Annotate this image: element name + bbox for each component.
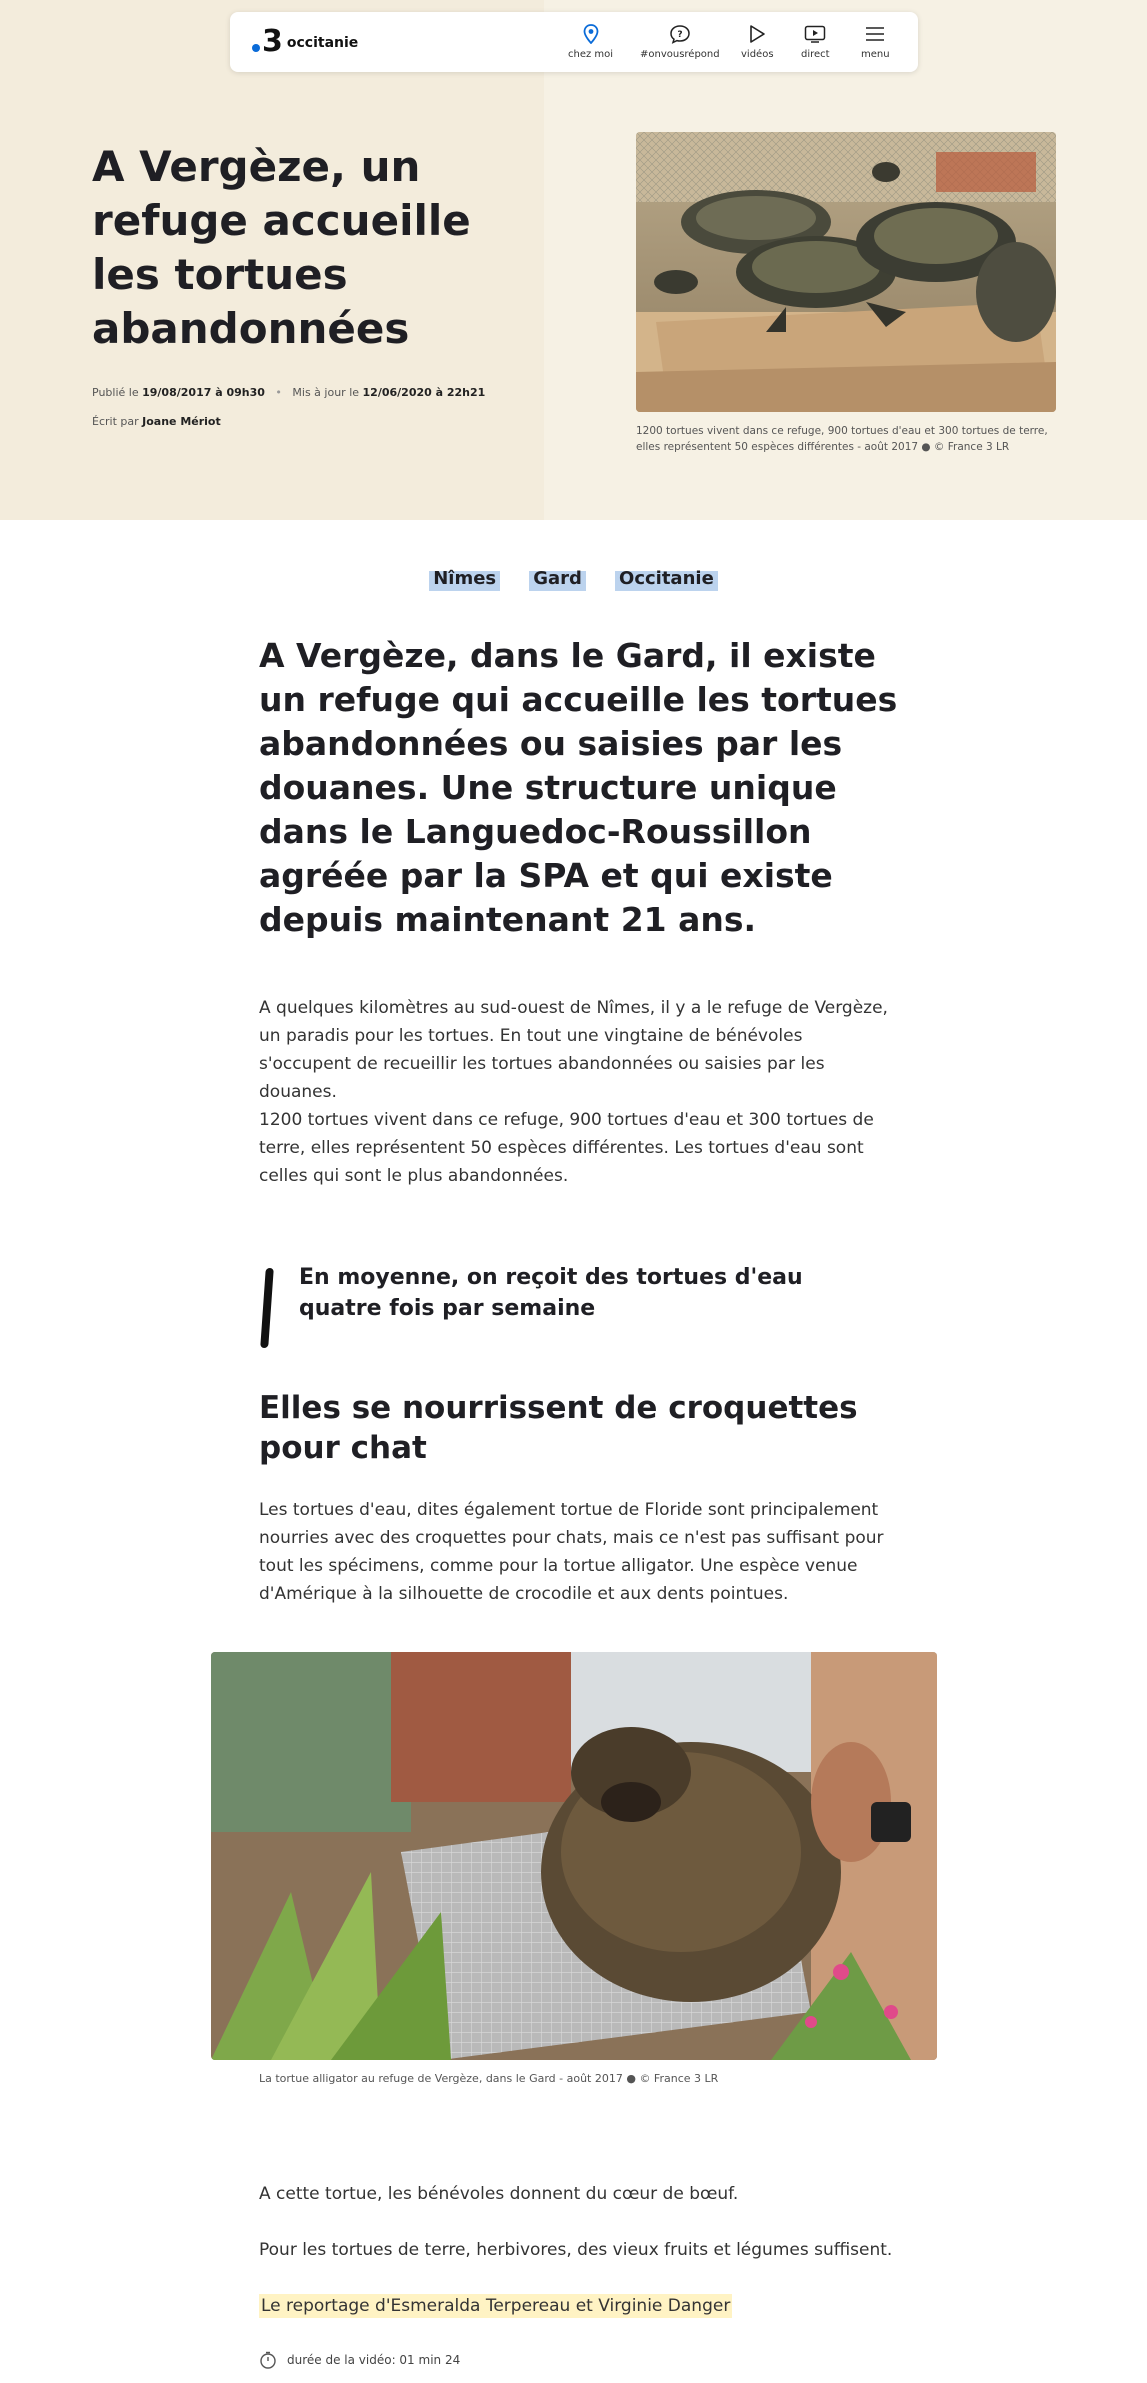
nav-label: #onvousrépond [640,49,720,60]
video-report-link[interactable]: Le reportage d'Esmeralda Terpereau et Virginie Danger [261,2296,731,2316]
author-prefix: Écrit par [92,415,139,428]
nav-menu[interactable] [861,22,890,66]
nav-label: menu [861,49,890,60]
logo-number: 3 [262,24,283,59]
turtles-photo-illustration [636,132,1056,412]
paragraph-2: 1200 tortues vivent dans ce refuge, 900 tortues d'eau et 300 tortues de terre, elles représentent 50 espèces différentes. Les tortues d'eau sont celles qui sont le plus abandonnées. [259,1110,874,1186]
nav-onvousrepond[interactable] [640,22,720,66]
published-prefix: Publié le [92,386,139,399]
updated-date: 12/06/2020 à 22h21 [362,386,486,399]
article-lead: A Vergèze, dans le Gard, il existe un refuge qui accueille les tortues abandonnées ou saisies par les douanes. Une structure unique dans le Languedoc-Roussillon agréée par la SPA et qui existe depuis maintenant 21 ans. [259,636,898,939]
quote-bar [260,1268,274,1348]
hero-image-caption: 1200 tortues vivent dans ce refuge, 900 tortues d'eau et 300 tortues de terre, elles représentent 50 espèces différentes - août 2017 ● © France 3 LR [636,425,1048,453]
nav-label: vidéos [741,49,774,60]
article-image-caption: La tortue alligator au refuge de Vergèze, dans le Gard - août 2017 ● © France 3 LR [259,2072,719,2085]
author-line [92,415,221,428]
top-navbar [230,12,918,72]
tag-gard[interactable]: Gard [529,566,586,591]
france3-occitanie-logo[interactable] [252,26,358,58]
nav-label: chez moi [568,49,614,60]
updated-prefix: Mis à jour le [292,386,360,399]
video-duration [259,2348,460,2372]
paragraph-1: A quelques kilomètres au sud-ouest de Nîmes, il y a le refuge de Vergèze, un paradis pour les tortues. En tout une vingtaine de bénévoles s'occupent de recueillir les tortues abandonnées ou saisies par les douanes. [259,998,888,1102]
location-pin-icon [578,22,604,46]
tag-nimes[interactable]: Nîmes [429,566,500,591]
paragraph-3: Les tortues d'eau, dites également tortue de Floride sont principalement nourries avec des croquettes pour chats, mais ce n'est pas suffisant pour tout les spécimens, comme pour la tortue alligator. Une espèce venue d'Amérique à la silhouette de crocodile et aux dents pointues. [259,1500,884,1604]
publication-meta [92,386,485,399]
published-date: 19/08/2017 à 09h30 [142,386,265,399]
hero-photo-turtles [636,132,1056,412]
pull-quote [259,1262,899,1352]
play-icon [744,22,770,46]
paragraph-6 [259,2292,899,2320]
paragraph-4: A cette tortue, les bénévoles donnent du cœur de bœuf. [259,2184,739,2204]
article-header [0,0,1147,520]
section-heading: Elles se nourrissent de croquettes pour chat [259,1390,858,1466]
duration-text: durée de la vidéo: 01 min 24 [287,2353,461,2367]
quote-text: En moyenne, on reçoit des tortues d'eau quatre fois par semaine [299,1265,803,1321]
meta-separator: • [275,386,282,399]
tag-occitanie[interactable]: Occitanie [615,566,718,591]
logo-dot [252,44,260,52]
nav-videos[interactable] [741,22,774,66]
stopwatch-icon [259,2351,277,2369]
nav-chez-moi[interactable] [568,22,613,66]
question-bubble-icon [667,22,693,46]
alligator-turtle-photo [211,1652,937,2060]
svg-text:?: ? [677,30,683,40]
author-name[interactable]: Joane Mériot [142,415,221,428]
page-title: A Vergèze, un refuge accueille les tortues abandonnées [92,142,471,353]
hamburger-menu-icon [862,22,888,46]
tv-play-icon [802,22,828,46]
tag-list [0,566,1147,591]
alligator-turtle-illustration [211,1652,937,2060]
paragraph-5: Pour les tortues de terre, herbivores, des vieux fruits et légumes suffisent. [259,2240,893,2260]
nav-label: direct [801,49,830,60]
nav-direct[interactable] [801,22,830,66]
logo-text: occitanie [286,35,359,51]
